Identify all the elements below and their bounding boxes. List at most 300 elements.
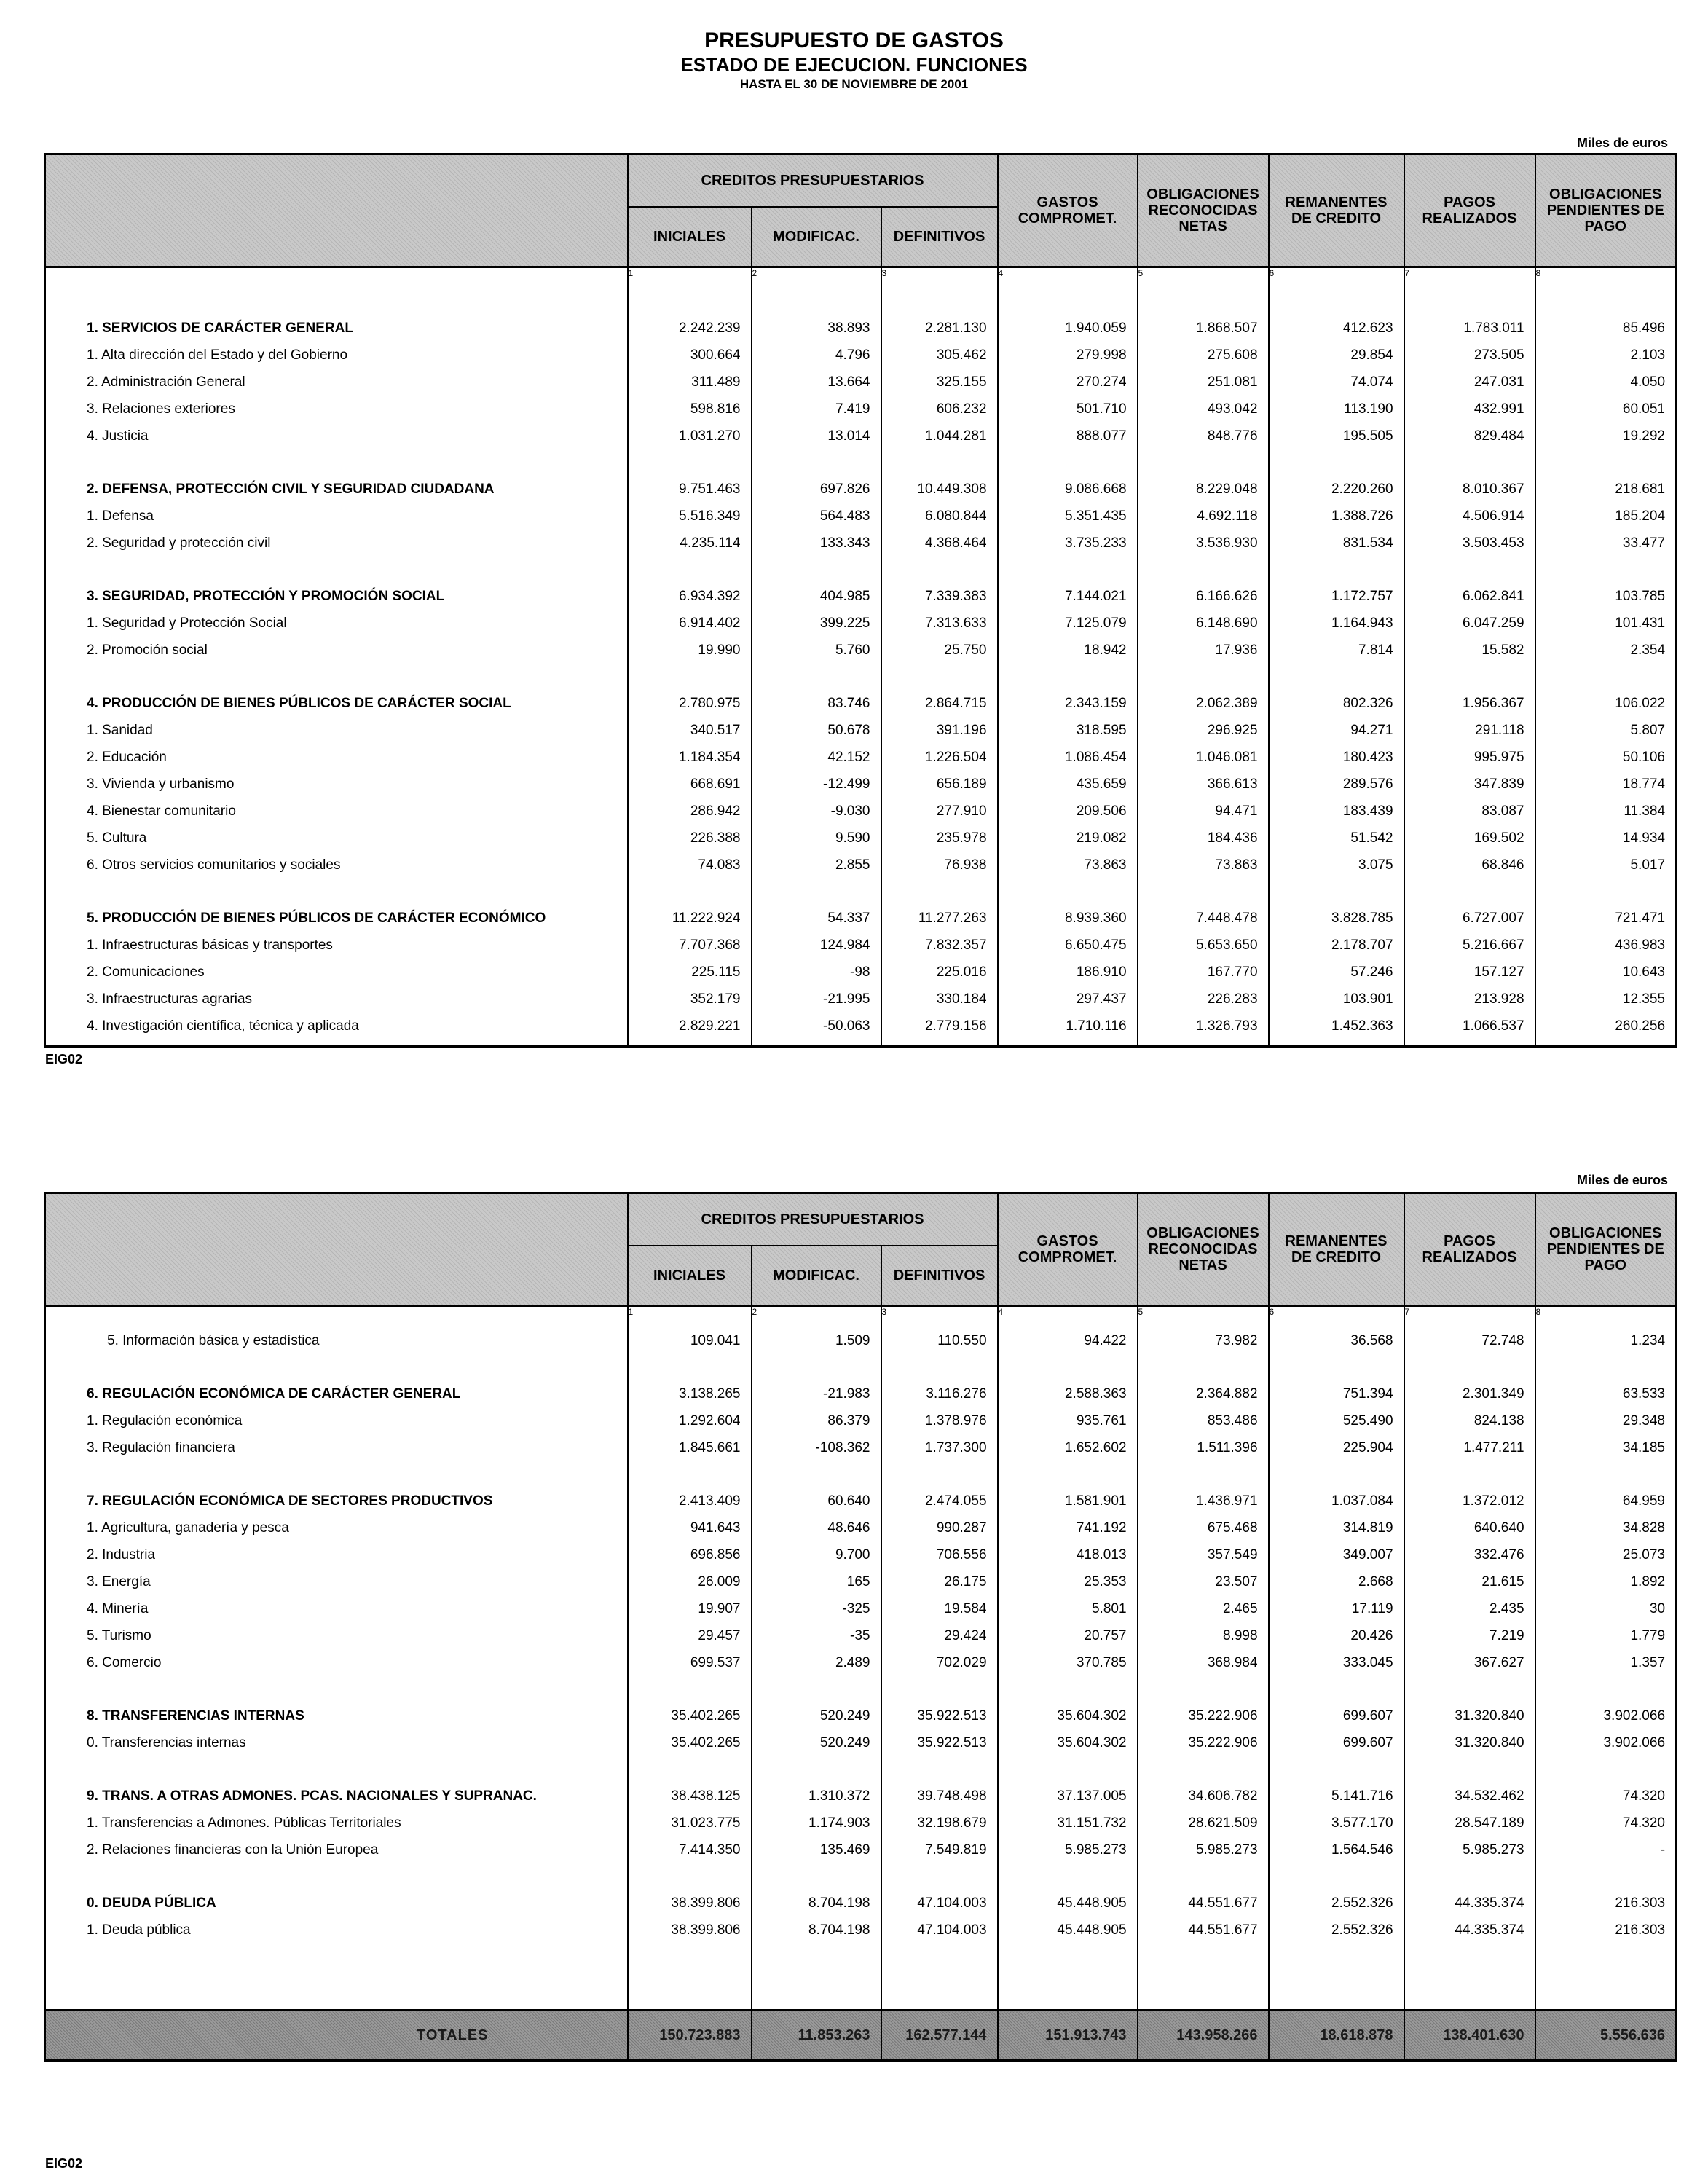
row-value: 2.062.389 — [1138, 690, 1269, 717]
column-number: 2 — [752, 267, 881, 283]
row-value: 888.077 — [998, 423, 1138, 449]
row-value: 564.483 — [752, 503, 881, 530]
line-item-row — [45, 986, 1677, 1013]
line-item-row — [45, 423, 1677, 449]
row-value: 305.462 — [881, 342, 998, 369]
row-value: 330.184 — [881, 986, 998, 1013]
totals-value: 143.958.266 — [1138, 2011, 1269, 2061]
row-label: 1. Regulación económica — [45, 1407, 628, 1434]
row-value: 311.489 — [628, 369, 752, 396]
row-value: 935.761 — [998, 1407, 1138, 1434]
row-value: 184.436 — [1138, 825, 1269, 852]
line-item-row — [45, 717, 1677, 744]
row-value: 347.839 — [1404, 771, 1535, 798]
header-pagos — [1404, 1193, 1535, 1306]
spacer-cell — [1535, 1461, 1677, 1488]
row-value: 1.710.116 — [998, 1013, 1138, 1040]
row-value: 44.335.374 — [1404, 1890, 1535, 1917]
row-value: 85.496 — [1535, 315, 1677, 342]
row-value: 995.975 — [1404, 744, 1535, 771]
spacer-cell — [752, 1944, 881, 2011]
line-item-row — [45, 1729, 1677, 1756]
row-label: 1. Deuda pública — [45, 1917, 628, 1944]
row-value: 4.796 — [752, 342, 881, 369]
row-value: 226.388 — [628, 825, 752, 852]
row-value: 11.384 — [1535, 798, 1677, 825]
spacer-cell — [628, 449, 752, 476]
row-value: 12.355 — [1535, 986, 1677, 1013]
spacer-cell — [628, 1461, 752, 1488]
row-value: 38.399.806 — [628, 1890, 752, 1917]
row-value: 6.062.841 — [1404, 583, 1535, 610]
row-value: 741.192 — [998, 1514, 1138, 1541]
row-value: 1.234 — [1535, 1327, 1677, 1354]
spacer-cell — [1269, 288, 1404, 315]
row-value: 32.198.679 — [881, 1809, 998, 1836]
row-value: 6.148.690 — [1138, 610, 1269, 637]
spacer-cell — [998, 1863, 1138, 1890]
spacer-cell — [1535, 1756, 1677, 1783]
row-value: 106.022 — [1535, 690, 1677, 717]
spacer-cell — [881, 288, 998, 315]
row-label: 5. Turismo — [45, 1622, 628, 1649]
spacer-cell — [1404, 557, 1535, 583]
row-value: 675.468 — [1138, 1514, 1269, 1541]
header-iniciales-label: INICIALES — [653, 1268, 725, 1284]
row-value: 352.179 — [628, 986, 752, 1013]
row-value: 7.339.383 — [881, 583, 998, 610]
row-value: 35.922.513 — [881, 1702, 998, 1729]
spacer-cell — [998, 1040, 1138, 1047]
row-value: 10.449.308 — [881, 476, 998, 503]
header-gastos-line-2: COMPROMET. — [1018, 211, 1117, 227]
totals-value: 150.723.883 — [628, 2011, 752, 2061]
spacer-cell — [1138, 1676, 1269, 1702]
row-value: 436.983 — [1535, 932, 1677, 959]
row-value: 209.506 — [998, 798, 1138, 825]
spacer-cell — [1535, 1321, 1677, 1327]
spacer-cell — [752, 1040, 881, 1047]
column-number: 3 — [881, 267, 998, 283]
header-obligaciones — [1138, 154, 1269, 267]
row-value: 68.846 — [1404, 852, 1535, 879]
row-value: 520.249 — [752, 1729, 881, 1756]
row-value: 3.116.276 — [881, 1380, 998, 1407]
row-value: 94.271 — [1269, 717, 1404, 744]
header-creditos-label: CREDITOS PRESUPUESTARIOS — [701, 173, 924, 189]
row-value: 990.287 — [881, 1514, 998, 1541]
spacer-cell — [1138, 1756, 1269, 1783]
spacer-cell — [1138, 1461, 1269, 1488]
row-value: 286.942 — [628, 798, 752, 825]
header-pagos-line-2: REALIZADOS — [1422, 1249, 1517, 1265]
row-label: 1. Sanidad — [45, 717, 628, 744]
header-pendientes-line-1: OBLIGACIONES — [1549, 1225, 1662, 1241]
row-value: 225.016 — [881, 959, 998, 986]
row-value: 34.606.782 — [1138, 1783, 1269, 1809]
row-value: 15.582 — [1404, 637, 1535, 664]
row-value: 34.828 — [1535, 1514, 1677, 1541]
row-value: 1.378.976 — [881, 1407, 998, 1434]
row-value: 1.326.793 — [1138, 1013, 1269, 1040]
row-label: 6. Comercio — [45, 1649, 628, 1676]
row-value: 44.551.677 — [1138, 1890, 1269, 1917]
row-value: 699.607 — [1269, 1702, 1404, 1729]
row-label: 1. Transferencias a Admones. Públicas Territoriales — [45, 1809, 628, 1836]
footer-code-page1: EIG02 — [45, 1052, 83, 1066]
row-value: 1.845.661 — [628, 1434, 752, 1461]
row-value: 74.074 — [1269, 369, 1404, 396]
row-value: -108.362 — [752, 1434, 881, 1461]
row-value: 216.303 — [1535, 1917, 1677, 1944]
row-value: 8.010.367 — [1404, 476, 1535, 503]
line-item-row — [45, 530, 1677, 557]
spacer-row — [45, 1461, 1677, 1488]
column-number: 1 — [628, 1306, 752, 1322]
row-value: 8.704.198 — [752, 1917, 881, 1944]
spacer-cell — [45, 1040, 628, 1047]
row-value: 9.086.668 — [998, 476, 1138, 503]
row-label: 4. Bienestar comunitario — [45, 798, 628, 825]
header-remanentes-line-2: DE CREDITO — [1291, 211, 1381, 227]
spacer-cell — [1404, 664, 1535, 690]
row-value: -98 — [752, 959, 881, 986]
line-item-row — [45, 637, 1677, 664]
row-label: 1. Seguridad y Protección Social — [45, 610, 628, 637]
row-value: 74.320 — [1535, 1783, 1677, 1809]
row-value: 19.907 — [628, 1595, 752, 1622]
header-obligaciones-line-2: RECONOCIDAS — [1148, 203, 1258, 219]
row-value: 5.216.667 — [1404, 932, 1535, 959]
header-creditos-group — [628, 1193, 998, 1246]
row-value: 5.801 — [998, 1595, 1138, 1622]
row-value: 525.490 — [1269, 1407, 1404, 1434]
spacer-cell — [1535, 557, 1677, 583]
row-value: 17.119 — [1269, 1595, 1404, 1622]
line-item-row — [45, 396, 1677, 423]
units-label-bottom: Miles de euros — [1576, 1173, 1668, 1187]
row-value: 3.902.066 — [1535, 1729, 1677, 1756]
spacer-cell — [1404, 1756, 1535, 1783]
totals-value: 151.913.743 — [998, 2011, 1138, 2061]
row-value: 35.604.302 — [998, 1729, 1138, 1756]
row-value: 29.457 — [628, 1622, 752, 1649]
row-value: 5.653.650 — [1138, 932, 1269, 959]
row-value: 124.984 — [752, 932, 881, 959]
spacer-row — [45, 1040, 1677, 1047]
spacer-row — [45, 1944, 1677, 2011]
row-value: 2.588.363 — [998, 1380, 1138, 1407]
header-modificac-label: MODIFICAC. — [773, 1268, 859, 1284]
row-value: 340.517 — [628, 717, 752, 744]
spacer-cell — [881, 1321, 998, 1327]
spacer-cell — [1535, 449, 1677, 476]
spacer-row — [45, 879, 1677, 905]
row-value: 1.940.059 — [998, 315, 1138, 342]
row-value: 314.819 — [1269, 1514, 1404, 1541]
spacer-cell — [45, 1756, 628, 1783]
column-number: 6 — [1269, 267, 1404, 283]
row-value: 29.854 — [1269, 342, 1404, 369]
row-value: 318.595 — [998, 717, 1138, 744]
row-value: 3.902.066 — [1535, 1702, 1677, 1729]
row-value: -35 — [752, 1622, 881, 1649]
row-value: 169.502 — [1404, 825, 1535, 852]
header-creditos-group — [628, 154, 998, 208]
spacer-cell — [881, 1863, 998, 1890]
header-gastos-line-1: GASTOS — [1036, 1233, 1098, 1249]
row-value: 5.985.273 — [1404, 1836, 1535, 1863]
row-label: 4. Justicia — [45, 423, 628, 449]
row-value: 94.471 — [1138, 798, 1269, 825]
header-iniciales — [628, 1246, 752, 1306]
row-value: 260.256 — [1535, 1013, 1677, 1040]
row-value: 54.337 — [752, 905, 881, 932]
row-value: 83.087 — [1404, 798, 1535, 825]
totals-value: 138.401.630 — [1404, 2011, 1535, 2061]
spacer-cell — [752, 879, 881, 905]
row-value: 367.627 — [1404, 1649, 1535, 1676]
spacer-cell — [881, 1676, 998, 1702]
row-value: 277.910 — [881, 798, 998, 825]
row-value: 6.727.007 — [1404, 905, 1535, 932]
row-value: 366.613 — [1138, 771, 1269, 798]
row-label: 2. DEFENSA, PROTECCIÓN CIVIL Y SEGURIDAD CIUDADANA — [45, 476, 628, 503]
header-concept-cell — [45, 1193, 628, 1306]
row-value: 493.042 — [1138, 396, 1269, 423]
row-value: 9.700 — [752, 1541, 881, 1568]
row-value: 44.335.374 — [1404, 1917, 1535, 1944]
row-value: 2.354 — [1535, 637, 1677, 664]
row-value: 19.584 — [881, 1595, 998, 1622]
row-value: 28.547.189 — [1404, 1809, 1535, 1836]
row-value: 9.590 — [752, 825, 881, 852]
table-header — [45, 1193, 1677, 1306]
line-item-row — [45, 1568, 1677, 1595]
row-value: 5.516.349 — [628, 503, 752, 530]
row-value: 48.646 — [752, 1514, 881, 1541]
row-label: 1. SERVICIOS DE CARÁCTER GENERAL — [45, 315, 628, 342]
spacer-cell — [1269, 1321, 1404, 1327]
row-value: 25.073 — [1535, 1541, 1677, 1568]
spacer-cell — [628, 1756, 752, 1783]
row-value: 7.448.478 — [1138, 905, 1269, 932]
row-value: 183.439 — [1269, 798, 1404, 825]
line-item-row — [45, 959, 1677, 986]
table-body — [45, 267, 1677, 1047]
row-value: 25.750 — [881, 637, 998, 664]
row-value: 20.426 — [1269, 1622, 1404, 1649]
line-item-row — [45, 342, 1677, 369]
row-value: 1.031.270 — [628, 423, 752, 449]
row-label: 2. Seguridad y protección civil — [45, 530, 628, 557]
column-number: 8 — [1535, 267, 1677, 283]
line-item-row — [45, 932, 1677, 959]
spacer-cell — [1269, 283, 1404, 288]
row-value: 103.785 — [1535, 583, 1677, 610]
column-number: 4 — [998, 267, 1138, 283]
row-value: 1.652.602 — [998, 1434, 1138, 1461]
row-value: 1.436.971 — [1138, 1488, 1269, 1514]
row-value: 368.984 — [1138, 1649, 1269, 1676]
row-value: 5.985.273 — [1138, 1836, 1269, 1863]
row-value: 668.691 — [628, 771, 752, 798]
totals-value: 18.618.878 — [1269, 2011, 1404, 2061]
row-label: 2. Administración General — [45, 369, 628, 396]
row-value: 297.437 — [998, 986, 1138, 1013]
header-obligaciones-line-1: OBLIGACIONES — [1146, 186, 1259, 203]
row-value: 275.608 — [1138, 342, 1269, 369]
row-value: 702.029 — [881, 1649, 998, 1676]
spacer-cell — [1269, 1354, 1404, 1380]
column-number-row — [45, 1306, 1677, 1322]
row-value: 333.045 — [1269, 1649, 1404, 1676]
row-label: 1. Defensa — [45, 503, 628, 530]
spacer-cell — [881, 557, 998, 583]
row-value: 848.776 — [1138, 423, 1269, 449]
row-value: 296.925 — [1138, 717, 1269, 744]
spacer-cell — [1269, 557, 1404, 583]
row-value: 13.014 — [752, 423, 881, 449]
column-number: 5 — [1138, 267, 1269, 283]
row-value: 2.178.707 — [1269, 932, 1404, 959]
row-value: 21.615 — [1404, 1568, 1535, 1595]
header-remanentes — [1269, 154, 1404, 267]
row-value: 6.934.392 — [628, 583, 752, 610]
row-value: 4.692.118 — [1138, 503, 1269, 530]
section-row — [45, 690, 1677, 717]
row-value: 2.301.349 — [1404, 1380, 1535, 1407]
row-value: 2.103 — [1535, 342, 1677, 369]
row-value: 103.901 — [1269, 986, 1404, 1013]
row-value: 213.928 — [1404, 986, 1535, 1013]
row-value: 1.477.211 — [1404, 1434, 1535, 1461]
spacer-row — [45, 1321, 1677, 1327]
spacer-cell — [1535, 879, 1677, 905]
spacer-cell — [1535, 1676, 1677, 1702]
row-value: 1.737.300 — [881, 1434, 998, 1461]
row-value: 157.127 — [1404, 959, 1535, 986]
row-value: 167.770 — [1138, 959, 1269, 986]
header-definitivos — [881, 207, 998, 267]
row-value: 1.779 — [1535, 1622, 1677, 1649]
row-value: 7.144.021 — [998, 583, 1138, 610]
spacer-cell — [1269, 449, 1404, 476]
row-value: 4.235.114 — [628, 530, 752, 557]
row-value: 216.303 — [1535, 1890, 1677, 1917]
row-value: 1.310.372 — [752, 1783, 881, 1809]
row-value: 412.623 — [1269, 315, 1404, 342]
row-value: 1.184.354 — [628, 744, 752, 771]
row-value: 1.452.363 — [1269, 1013, 1404, 1040]
row-label: 2. Industria — [45, 1541, 628, 1568]
line-item-row — [45, 1649, 1677, 1676]
row-value: 7.313.633 — [881, 610, 998, 637]
line-item-row — [45, 610, 1677, 637]
row-value: 165 — [752, 1568, 881, 1595]
row-value: 2.855 — [752, 852, 881, 879]
spacer-cell — [998, 1756, 1138, 1783]
row-value: 1.164.943 — [1269, 610, 1404, 637]
spacer-cell — [628, 283, 752, 288]
row-value: 1.956.367 — [1404, 690, 1535, 717]
spacer-cell — [45, 1676, 628, 1702]
spacer-cell — [1535, 664, 1677, 690]
spacer-cell — [881, 1756, 998, 1783]
spacer-cell — [752, 557, 881, 583]
spacer-cell — [628, 1863, 752, 1890]
row-label: 4. Investigación científica, técnica y aplicada — [45, 1013, 628, 1040]
row-value: 349.007 — [1269, 1541, 1404, 1568]
row-value: 2.220.260 — [1269, 476, 1404, 503]
spacer-cell — [1269, 1863, 1404, 1890]
row-value: 831.534 — [1269, 530, 1404, 557]
header-gastos-line-1: GASTOS — [1036, 194, 1098, 211]
row-label: 7. REGULACIÓN ECONÓMICA DE SECTORES PRODUCTIVOS — [45, 1488, 628, 1514]
line-item-row — [45, 1595, 1677, 1622]
row-label: 6. REGULACIÓN ECONÓMICA DE CARÁCTER GENERAL — [45, 1380, 628, 1407]
spacer-cell — [1269, 879, 1404, 905]
spacer-cell — [752, 1321, 881, 1327]
spacer-cell — [881, 1354, 998, 1380]
header-gastos — [998, 1193, 1138, 1306]
row-value: 73.863 — [998, 852, 1138, 879]
column-number-row — [45, 267, 1677, 283]
header-modificac — [752, 1246, 881, 1306]
row-value: 63.533 — [1535, 1380, 1677, 1407]
row-value: 2.281.130 — [881, 315, 998, 342]
row-value: 64.959 — [1535, 1488, 1677, 1514]
header-pendientes-line-3: PAGO — [1584, 219, 1626, 235]
row-value: 60.051 — [1535, 396, 1677, 423]
row-value: 435.659 — [998, 771, 1138, 798]
row-value: 1.044.281 — [881, 423, 998, 449]
row-value: 6.914.402 — [628, 610, 752, 637]
row-value: 1.868.507 — [1138, 315, 1269, 342]
budget-table-page1 — [44, 153, 1677, 1048]
report-title: PRESUPUESTO DE GASTOS — [704, 28, 1004, 52]
spacer-cell — [752, 288, 881, 315]
footer-code-page2: EIG02 — [45, 2156, 83, 2171]
column-number: 7 — [1404, 1306, 1535, 1322]
row-value: 501.710 — [998, 396, 1138, 423]
table-body — [45, 1306, 1677, 2061]
spacer-cell — [45, 283, 628, 288]
spacer-cell — [628, 288, 752, 315]
spacer-row — [45, 557, 1677, 583]
row-label: 5. PRODUCCIÓN DE BIENES PÚBLICOS DE CARÁCTER ECONÓMICO — [45, 905, 628, 932]
spacer-cell — [1269, 1944, 1404, 2011]
row-value: 225.115 — [628, 959, 752, 986]
row-value: 31.320.840 — [1404, 1702, 1535, 1729]
spacer-cell — [1535, 1354, 1677, 1380]
line-item-row — [45, 1327, 1677, 1354]
row-label: 6. Otros servicios comunitarios y sociales — [45, 852, 628, 879]
row-value: 109.041 — [628, 1327, 752, 1354]
spacer-cell — [998, 283, 1138, 288]
row-value: 25.353 — [998, 1568, 1138, 1595]
row-value: 74.320 — [1535, 1809, 1677, 1836]
header-creditos-label: CREDITOS PRESUPUESTARIOS — [701, 1211, 924, 1227]
spacer-cell — [45, 664, 628, 690]
header-obligaciones — [1138, 1193, 1269, 1306]
row-label: 2. Comunicaciones — [45, 959, 628, 986]
row-value: 42.152 — [752, 744, 881, 771]
row-value: 225.904 — [1269, 1434, 1404, 1461]
row-value: 279.998 — [998, 342, 1138, 369]
column-number: 1 — [628, 267, 752, 283]
spacer-cell — [752, 1756, 881, 1783]
